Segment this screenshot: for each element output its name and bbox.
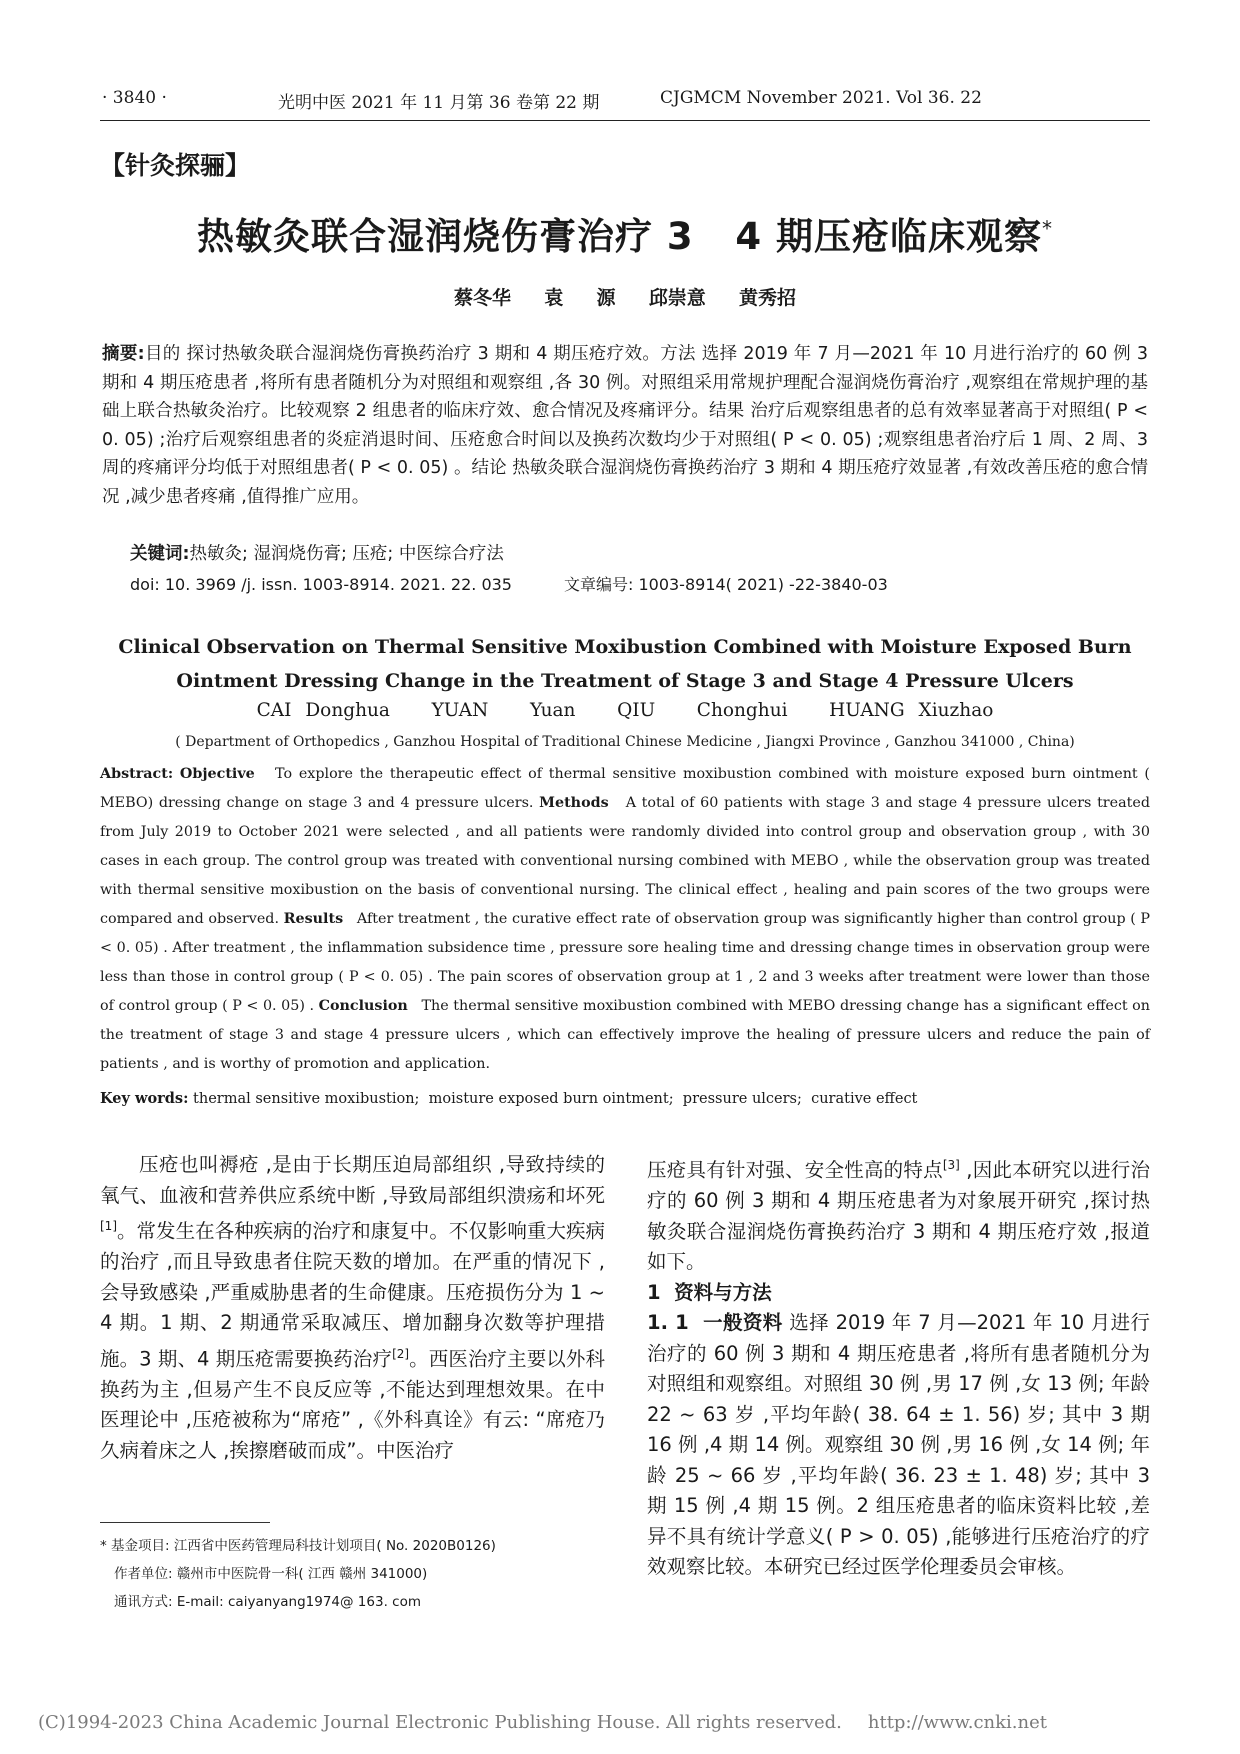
- title-en-line2: Ointment Dressing Change in the Treatment of Stage 3 and Stage 4 Pressure Ulcers: [176, 670, 1074, 692]
- objective-label: Objective: [179, 766, 255, 782]
- affiliation-en: ( Department of Orthopedics , Ganzhou Hospital of Traditional Chinese Medicine , Jiangxi Province , Ganzhou 341000 , China): [175, 734, 1075, 750]
- body-paragraph: [647, 1150, 1150, 1278]
- abstract-cn: [102, 340, 1148, 511]
- keywords-en: [100, 1090, 1150, 1107]
- cnki-url: http://www.cnki.net: [867, 1712, 1047, 1733]
- section-heading: 1 资料与方法: [647, 1280, 772, 1304]
- citation-ref: [3]: [942, 1158, 960, 1172]
- body-text: 选择 2019 年 7 月—2021 年 10 月进行治疗的 60 例 3 期和 4 期压疮患者 ,将所有患者随机分为对照组和观察组。对照组 30 例 ,男 17 例 ,女 13 例; 年龄 22 ~ 63 岁 ,平均年龄( 38. 64 ± 1. 56) 岁; 其中 3 期 16 例 ,4 期 14 例。观察组 30 例 ,男 16 例 ,女 14 例; 年龄 25 ~ 66 岁 ,平均年龄( 36. 23 ± 1. 48) 岁; 其中 3 期 15 例 ,4 期 15 例。2 组压疮患者的临床资料比较 ,差异不具有统计学意义( P > 0. 05) ,能够进行压疮治疗的疗效观察比较。本研究已经过医学伦理委员会审核。: [647, 1311, 1150, 1578]
- conclusion-text: The thermal sensitive moxibustion combined with MEBO dressing change has a significant effect on the treatment of stage 3 and stage 4 pressure ulcers , which can effectively improve the healing of pressure ulcers and reduce the pain of patients , and is worthy of promotion and application.: [100, 998, 1150, 1072]
- copyright-text: (C)1994-2023 China Academic Journal Electronic Publishing House. All rights reserved.: [38, 1712, 842, 1733]
- header-rule: [100, 120, 1150, 121]
- body-paragraph: [100, 1150, 605, 1466]
- keywords-cn-label: 关键词:: [130, 544, 190, 564]
- authors-cn: 蔡冬华 袁 源 邱崇意 黄秀招: [454, 287, 796, 309]
- abstract-cn-text: 目的 探讨热敏灸联合湿润烧伤膏换药治疗 3 期和 4 期压疮疗效。方法 选择 2019 年 7 月—2021 年 10 月进行治疗的 60 例 3 期和 4 期压疮患者 ,将所有患者随机分为对照组和观察组 ,各 30 例。对照组采用常规护理配合湿润烧伤膏治疗 ,观察组在常规护理的基础上联合热敏灸治疗。比较观察 2 组患者的临床疗效、愈合情况及疼痛评分。结果 治疗后观察组患者的总有效率显著高于对照组( P < 0. 05) ;治疗后观察组患者的炎症消退时间、压疮愈合时间以及换药次数均少于对照组( P < 0. 05) ;观察组患者治疗后 1 周、2 周、3 周的疼痛评分均低于对照组患者( P < 0. 05) 。结论 热敏灸联合湿润烧伤膏换药治疗 3 期和 4 期压疮疗效显著 ,有效改善压疮的愈合情况 ,减少患者疼痛 ,值得推广应用。: [102, 344, 1148, 507]
- objective-text: To explore the therapeutic effect of thermal sensitive moxibustion combined with moisture exposed burn ointment ( MEBO) dressing change on stage 3 and 4 pressure ulcers.: [100, 766, 1150, 811]
- abstract-en: [100, 760, 1150, 1079]
- abstract-cn-label: 摘要:: [102, 344, 145, 364]
- footnote-rule: [100, 1522, 270, 1523]
- page-number: · 3840 ·: [102, 88, 167, 108]
- title-en-line1: Clinical Observation on Thermal Sensitive Moxibustion Combined with Moisture Exposed Burn: [118, 636, 1132, 658]
- citation-ref: [1]: [100, 1219, 117, 1233]
- doi: doi: 10. 3969 /j. issn. 1003-8914. 2021. 22. 035: [130, 575, 512, 594]
- doi-line: [130, 572, 1130, 595]
- body-column-right: [647, 1150, 1150, 1583]
- methods-text: A total of 60 patients with stage 3 and stage 4 pressure ulcers treated from July 2019 to October 2021 were selected , and all patients were randomly divided into control group and observation group , with 30 cases in each group. The control group was treated with conventional nursing combined with MEBO , while the observation group was treated with thermal sensitive moxibustion on the basis of conventional nursing. The clinical effect , healing and pain scores of the two groups were compared and observed.: [100, 795, 1150, 927]
- column-tag: 【针灸探骊】: [100, 151, 251, 180]
- body-text: ,因此本研究以进行治疗的 60 例 3 期和 4 期压疮患者为对象展开研究 ,探讨热敏灸联合湿润烧伤膏换药治疗 3 期和 4 期压疮疗效 ,报道如下。: [647, 1158, 1150, 1273]
- subsection-heading: 1. 1 一般资料: [647, 1311, 783, 1334]
- body-text: 压疮具有针对强、安全性高的特点: [647, 1158, 943, 1182]
- footnotes: [100, 1532, 605, 1616]
- results-label: Results: [283, 911, 344, 927]
- title-cn-text: 热敏灸联合湿润烧伤膏治疗 3 4 期压疮临床观察: [197, 215, 1042, 258]
- body-paragraph: [647, 1308, 1150, 1583]
- footnote-unit: 作者单位: 赣州市中医院骨一科( 江西 赣州 341000): [114, 1566, 428, 1582]
- body-text: 。常发生在各种疾病的治疗和康复中。不仅影响重大疾病的治疗 ,而且导致患者住院天数的增加。在严重的情况下 ,会导致感染 ,严重威胁患者的生命健康。压疮损伤分为 1 ~ 4 期。1 期、2 期通常采取减压、增加翻身次数等护理措施。3 期、4 期压疮需要换药治疗: [100, 1219, 605, 1370]
- conclusion-label: Conclusion: [318, 998, 408, 1014]
- citation-ref: [2]: [392, 1346, 410, 1361]
- keywords-en-text: thermal sensitive moxibustion; moisture exposed burn ointment; pressure ulcers; curative effect: [193, 1091, 918, 1107]
- results-text: After treatment , the curative effect rate of observation group was significantly higher than control group ( P < 0. 05) . After treatment , the inflammation subsidence time , pressure sore healing time and dressing change times in observation group were less than those in control group ( P < 0. 05) . The pain scores of observation group at 1 , 2 and 3 weeks after treatment were lower than those of control group ( P < 0. 05) .: [100, 911, 1150, 1014]
- abstract-en-label: Abstract:: [100, 766, 174, 782]
- keywords-cn-text: 热敏灸; 湿润烧伤膏; 压疮; 中医综合疗法: [189, 544, 504, 564]
- journal-name-en: CJGMCM November 2021. Vol 36. 22: [660, 88, 982, 108]
- authors-en: CAI Donghua YUAN Yuan QIU Chonghui HUANG Xiuzhao: [256, 700, 994, 721]
- article-number: 文章编号: 1003-8914( 2021) -22-3840-03: [563, 575, 888, 594]
- methods-label: Methods: [539, 795, 609, 811]
- keywords-cn: [130, 540, 1130, 565]
- footnote-fund: * 基金项目: 江西省中医药管理局科技计划项目( No. 2020B0126): [100, 1538, 496, 1554]
- title-footnote-mark: *: [1041, 216, 1053, 241]
- footnote-contact: 通讯方式: E-mail: caiyanyang1974@ 163. com: [114, 1594, 421, 1610]
- body-text: 。西医治疗主要以外科换药为主 ,但易产生不良反应等 ,不能达到理想效果。在中医理论中 ,压疮被称为“席疮” ,《外科真诠》有云: “席疮乃久病着床之人 ,挨擦磨破而成”。中医治疗: [100, 1347, 605, 1462]
- title-cn: [100, 206, 1150, 260]
- title-en: [100, 630, 1150, 698]
- body-text: 压疮也叫褥疮 ,是由于长期压迫局部组织 ,导致持续的氧气、血液和营养供应系统中断 ,导致局部组织溃疡和坏死: [100, 1153, 605, 1207]
- keywords-en-label: Key words:: [100, 1090, 189, 1107]
- running-header: [100, 88, 1150, 118]
- copyright-watermark: [38, 1712, 1208, 1733]
- journal-name-cn: 光明中医 2021 年 11 月第 36 卷第 22 期: [278, 93, 600, 113]
- body-column-left: [100, 1150, 605, 1466]
